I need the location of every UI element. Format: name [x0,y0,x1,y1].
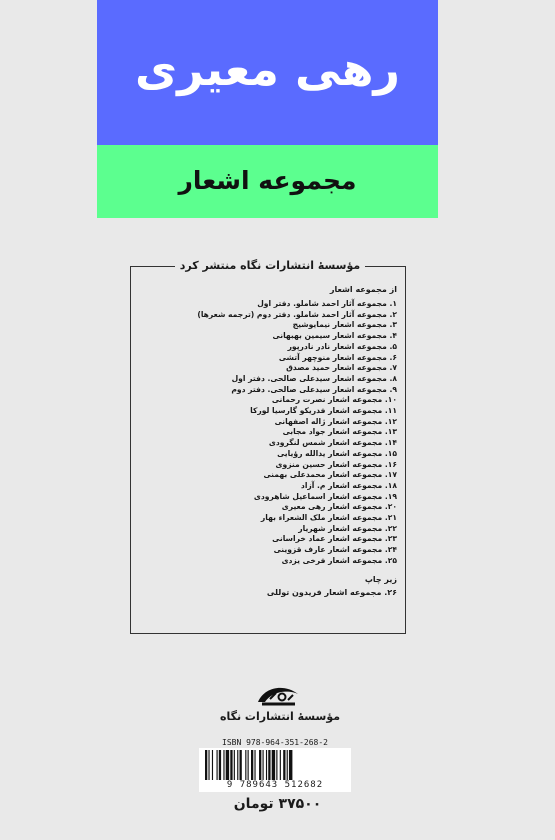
list-item: ۲۲. مجموعه اشعار شهریار [298,523,397,533]
list-item: ۱۳. مجموعه اشعار جواد مجابی [282,427,397,437]
isbn-number: ISBN 978-964-351-268-2 [222,738,328,747]
list-item: ۵. مجموعه اشعار نادر نادرپور [287,341,397,351]
list-item: ۱۲. مجموعه اشعار ژاله اصفهانی [274,416,397,426]
series-list-heading: مؤسسهٔ انتشارات نگاه منتشر کرد [175,255,365,277]
list-item: ۲۴. مجموعه اشعار عارف قزوینی [273,545,397,555]
series-list [157,299,397,567]
barcode-bars [205,750,345,780]
list-item: ۱۱. مجموعه اشعار فدریکو گارسیا لورکا [250,406,397,416]
list-item: ۳. مجموعه اشعار نیمایوشیج [292,320,397,330]
list-item: ۱۰. مجموعه اشعار نصرت رحمانی [271,395,397,405]
list-item: ۷. مجموعه اشعار حمید مصدق [286,363,397,373]
barcode [199,748,351,792]
list-item: ۱. مجموعه آثار احمد شاملو. دفتر اول [257,299,397,308]
list-item: ۱۴. مجموعه اشعار شمس لنگرودی [268,438,397,448]
price-label: ۳۷۵۰۰ تومان [233,796,322,812]
list-item: ۱۶. مجموعه اشعار حسین منزوی [275,459,397,469]
list-item: ۲۱. مجموعه اشعار ملک الشعراء بهار [260,513,397,523]
author-name: رهی معیری [135,42,400,96]
barcode-digits: 9 789643 512682 [226,780,324,790]
book-subtitle: مجموعه اشعار [178,166,357,195]
series-list-intro: از مجموعه اشعار [329,285,397,294]
forthcoming-item: ۲۶. مجموعه اشعار فریدون توللی [266,588,397,597]
list-item: ۲۳. مجموعه اشعار عماد خراسانی [272,534,397,544]
list-item: ۸. مجموعه اشعار سیدعلی صالحی. دفتر اول [231,373,397,383]
list-item: ۱۵. مجموعه اشعار یدالله رؤیایی [277,448,397,458]
list-item: ۱۷. مجموعه اشعار محمدعلی بهمنی [263,470,397,480]
list-item: ۲۰. مجموعه اشعار رهی معیری [281,502,397,512]
list-item: ۲۵. مجموعه اشعار فرخی یزدی [281,555,397,565]
publisher-logo-icon [255,682,301,708]
list-item: ۲. مجموعه آثار احمد شاملو. دفتر دوم (ترجمه شعرها) [197,309,397,319]
list-item: ۹. مجموعه اشعار سیدعلی صالحی. دفتر دوم [231,384,397,394]
list-item: ۱۹. مجموعه اشعار اسماعیل شاهرودی [253,491,397,501]
forthcoming-label: زیر چاپ [364,575,397,584]
list-item: ۱۸. مجموعه اشعار م. آزاد [300,480,397,490]
list-item: ۴. مجموعه اشعار سیمین بهبهانی [272,331,397,341]
publisher-name: مؤسسهٔ انتشارات نگاه [219,710,341,723]
list-item: ۶. مجموعه اشعار منوچهر آتشی [278,352,397,362]
